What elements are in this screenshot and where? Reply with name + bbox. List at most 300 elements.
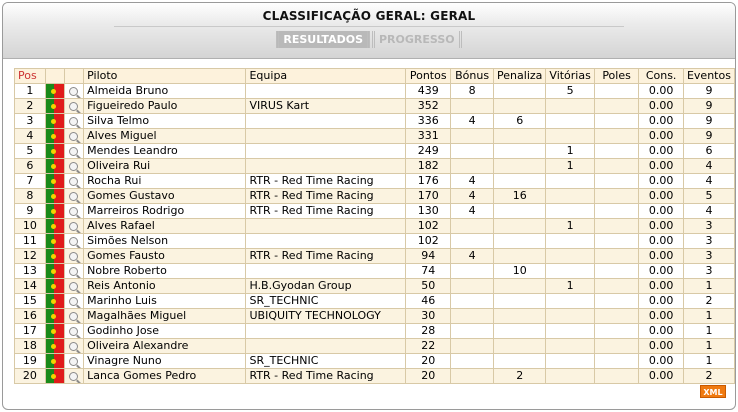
- cell-eventos: 1: [683, 279, 734, 294]
- col-vitorias[interactable]: Vitórias: [546, 69, 594, 84]
- cell-pontos: 176: [406, 174, 451, 189]
- cell-piloto: Nobre Roberto: [84, 264, 246, 279]
- cell-vitorias: [546, 204, 594, 219]
- cell-pontos: 46: [406, 294, 451, 309]
- cell-penalizacao: [494, 294, 546, 309]
- table-row[interactable]: [15, 294, 735, 309]
- col-flag: [45, 69, 64, 84]
- cell-pos: 9: [15, 204, 46, 219]
- cell-penalizacao: [494, 174, 546, 189]
- cell-vitorias: 1: [546, 159, 594, 174]
- magnifier-icon[interactable]: [69, 102, 78, 111]
- page-title: CLASSIFICAÇÃO GERAL: GERAL: [262, 9, 476, 23]
- portugal-flag-icon: [45, 354, 64, 369]
- cell-pos: 2: [15, 99, 46, 114]
- cell-cons: 0.00: [639, 144, 684, 159]
- cell-eventos: 1: [683, 324, 734, 339]
- magnifier-icon[interactable]: [64, 279, 83, 294]
- cell-bonus: 4: [451, 189, 494, 204]
- cell-piloto: Silva Telmo: [84, 114, 246, 129]
- cell-penalizacao: [494, 204, 546, 219]
- cell-pos: 13: [15, 264, 46, 279]
- cell-bonus: [451, 339, 494, 354]
- cell-eventos: 9: [683, 84, 734, 99]
- table-row[interactable]: [15, 249, 735, 264]
- cell-poles: [594, 339, 638, 354]
- magnifier-icon[interactable]: [69, 282, 78, 291]
- portugal-flag-icon: [46, 129, 64, 143]
- magnifier-icon[interactable]: [64, 129, 83, 144]
- portugal-flag-icon: [45, 249, 64, 264]
- portugal-flag-icon: [45, 129, 64, 144]
- table-row[interactable]: [15, 354, 735, 369]
- cell-cons: 0.00: [639, 84, 684, 99]
- portugal-flag-icon: [46, 309, 64, 323]
- cell-bonus: 4: [451, 204, 494, 219]
- cell-pontos: 20: [406, 354, 451, 369]
- cell-poles: [594, 324, 638, 339]
- col-pontos[interactable]: Pontos: [406, 69, 451, 84]
- cell-vitorias: [546, 234, 594, 249]
- standings-table: [14, 68, 735, 384]
- cell-eventos: 3: [683, 234, 734, 249]
- table-row[interactable]: [15, 189, 735, 204]
- cell-eventos: 9: [683, 99, 734, 114]
- cell-penalizacao: [494, 354, 546, 369]
- portugal-flag-icon: [45, 99, 64, 114]
- portugal-flag-icon: [46, 189, 64, 203]
- cell-eventos: 6: [683, 144, 734, 159]
- magnifier-icon[interactable]: [69, 297, 78, 306]
- cell-pontos: 439: [406, 84, 451, 99]
- cell-equipa: RTR - Red Time Racing: [246, 249, 406, 264]
- cell-piloto: Vinagre Nuno: [84, 354, 246, 369]
- table-row[interactable]: [15, 309, 735, 324]
- magnifier-icon[interactable]: [64, 339, 83, 354]
- cell-pontos: 94: [406, 249, 451, 264]
- tab-bar: [3, 31, 735, 48]
- cell-bonus: [451, 234, 494, 249]
- cell-cons: 0.00: [639, 174, 684, 189]
- cell-pontos: 102: [406, 219, 451, 234]
- cell-cons: 0.00: [639, 339, 684, 354]
- table-row[interactable]: [15, 279, 735, 294]
- cell-penalizacao: [494, 159, 546, 174]
- magnifier-icon[interactable]: [69, 252, 78, 261]
- standings-panel: [2, 2, 736, 410]
- magnifier-icon[interactable]: [69, 267, 78, 276]
- cell-vitorias: [546, 324, 594, 339]
- tab-resultados[interactable]: RESULTADOS: [276, 31, 370, 48]
- cell-equipa: [246, 129, 406, 144]
- table-row[interactable]: [15, 174, 735, 189]
- portugal-flag-icon: [46, 264, 64, 278]
- cell-equipa: [246, 144, 406, 159]
- magnifier-icon[interactable]: [69, 357, 78, 366]
- cell-bonus: [451, 294, 494, 309]
- cell-pos: 16: [15, 309, 46, 324]
- col-details: [64, 69, 83, 84]
- cell-pontos: 182: [406, 159, 451, 174]
- xml-export-button[interactable]: XML: [700, 385, 726, 398]
- cell-piloto: Alves Miguel: [84, 129, 246, 144]
- cell-bonus: [451, 369, 494, 384]
- cell-cons: 0.00: [639, 114, 684, 129]
- cell-vitorias: 1: [546, 144, 594, 159]
- magnifier-icon[interactable]: [69, 207, 78, 216]
- cell-bonus: [451, 324, 494, 339]
- portugal-flag-icon: [46, 114, 64, 128]
- magnifier-icon[interactable]: [64, 294, 83, 309]
- magnifier-icon[interactable]: [64, 219, 83, 234]
- standings-table-wrap: [14, 68, 735, 384]
- cell-bonus: [451, 129, 494, 144]
- cell-piloto: Gomes Fausto: [84, 249, 246, 264]
- cell-poles: [594, 294, 638, 309]
- cell-piloto: Mendes Leandro: [84, 144, 246, 159]
- magnifier-icon[interactable]: [69, 342, 78, 351]
- cell-penalizacao: [494, 144, 546, 159]
- cell-poles: [594, 369, 638, 384]
- cell-equipa: [246, 114, 406, 129]
- col-pos[interactable]: Pos: [15, 69, 46, 84]
- cell-pontos: 28: [406, 324, 451, 339]
- cell-poles: [594, 84, 638, 99]
- cell-pos: 7: [15, 174, 46, 189]
- cell-equipa: [246, 324, 406, 339]
- cell-bonus: [451, 144, 494, 159]
- cell-piloto: Oliveira Rui: [84, 159, 246, 174]
- cell-vitorias: [546, 264, 594, 279]
- table-row[interactable]: [15, 159, 735, 174]
- col-eventos[interactable]: Eventos: [683, 69, 734, 84]
- magnifier-icon[interactable]: [69, 87, 78, 96]
- cell-pos: 10: [15, 219, 46, 234]
- cell-pontos: 50: [406, 279, 451, 294]
- cell-penalizacao: [494, 339, 546, 354]
- cell-pontos: 331: [406, 129, 451, 144]
- cell-eventos: 4: [683, 174, 734, 189]
- cell-pos: 11: [15, 234, 46, 249]
- portugal-flag-icon: [46, 369, 64, 383]
- cell-vitorias: [546, 354, 594, 369]
- cell-equipa: RTR - Red Time Racing: [246, 174, 406, 189]
- portugal-flag-icon: [45, 144, 64, 159]
- portugal-flag-icon: [45, 279, 64, 294]
- cell-bonus: 4: [451, 174, 494, 189]
- magnifier-icon[interactable]: [69, 372, 78, 381]
- cell-pos: 17: [15, 324, 46, 339]
- cell-piloto: Rocha Rui: [84, 174, 246, 189]
- cell-equipa: SR_TECHNIC: [246, 354, 406, 369]
- cell-vitorias: 1: [546, 279, 594, 294]
- col-equipa[interactable]: Equipa: [246, 69, 406, 84]
- cell-bonus: [451, 99, 494, 114]
- cell-cons: 0.00: [639, 234, 684, 249]
- cell-penalizacao: [494, 129, 546, 144]
- cell-vitorias: 5: [546, 84, 594, 99]
- cell-bonus: [451, 279, 494, 294]
- magnifier-icon[interactable]: [64, 324, 83, 339]
- magnifier-icon[interactable]: [64, 84, 83, 99]
- portugal-flag-icon: [45, 234, 64, 249]
- magnifier-icon[interactable]: [64, 354, 83, 369]
- cell-pos: 18: [15, 339, 46, 354]
- table-row[interactable]: [15, 234, 735, 249]
- portugal-flag-icon: [45, 189, 64, 204]
- table-row[interactable]: [15, 204, 735, 219]
- portugal-flag-icon: [45, 294, 64, 309]
- cell-pos: 15: [15, 294, 46, 309]
- table-row[interactable]: [15, 339, 735, 354]
- portugal-flag-icon: [45, 264, 64, 279]
- cell-vitorias: [546, 309, 594, 324]
- cell-eventos: 3: [683, 264, 734, 279]
- magnifier-icon[interactable]: [64, 369, 83, 384]
- cell-piloto: Lanca Gomes Pedro: [84, 369, 246, 384]
- cell-cons: 0.00: [639, 309, 684, 324]
- magnifier-icon[interactable]: [69, 162, 78, 171]
- portugal-flag-icon: [46, 84, 64, 98]
- cell-equipa: [246, 234, 406, 249]
- cell-piloto: Alves Rafael: [84, 219, 246, 234]
- magnifier-icon[interactable]: [69, 147, 78, 156]
- cell-cons: 0.00: [639, 369, 684, 384]
- cell-eventos: 1: [683, 309, 734, 324]
- cell-equipa: RTR - Red Time Racing: [246, 189, 406, 204]
- cell-piloto: Marreiros Rodrigo: [84, 204, 246, 219]
- cell-piloto: Marinho Luis: [84, 294, 246, 309]
- portugal-flag-icon: [46, 279, 64, 293]
- cell-eventos: 9: [683, 114, 734, 129]
- standings-body: [15, 84, 735, 384]
- cell-penalizacao: 16: [494, 189, 546, 204]
- cell-equipa: [246, 84, 406, 99]
- portugal-flag-icon: [46, 294, 64, 308]
- portugal-flag-icon: [46, 219, 64, 233]
- magnifier-icon[interactable]: [64, 189, 83, 204]
- cell-eventos: 2: [683, 369, 734, 384]
- cell-pos: 19: [15, 354, 46, 369]
- cell-eventos: 4: [683, 159, 734, 174]
- cell-cons: 0.00: [639, 294, 684, 309]
- cell-bonus: 8: [451, 84, 494, 99]
- magnifier-icon[interactable]: [64, 309, 83, 324]
- cell-bonus: 4: [451, 114, 494, 129]
- cell-bonus: [451, 309, 494, 324]
- cell-pontos: 22: [406, 339, 451, 354]
- magnifier-icon[interactable]: [69, 192, 78, 201]
- tab-progresso[interactable]: PROGRESSO: [372, 31, 462, 48]
- cell-vitorias: [546, 99, 594, 114]
- cell-pontos: 352: [406, 99, 451, 114]
- cell-piloto: Reis Antonio: [84, 279, 246, 294]
- portugal-flag-icon: [45, 114, 64, 129]
- cell-pontos: 20: [406, 369, 451, 384]
- cell-cons: 0.00: [639, 189, 684, 204]
- portugal-flag-icon: [45, 219, 64, 234]
- cell-poles: [594, 129, 638, 144]
- cell-pontos: 249: [406, 144, 451, 159]
- cell-equipa: [246, 264, 406, 279]
- cell-poles: [594, 354, 638, 369]
- cell-eventos: 2: [683, 294, 734, 309]
- magnifier-icon[interactable]: [69, 312, 78, 321]
- magnifier-icon[interactable]: [64, 99, 83, 114]
- cell-cons: 0.00: [639, 354, 684, 369]
- magnifier-icon[interactable]: [64, 144, 83, 159]
- portugal-flag-icon: [46, 99, 64, 113]
- portugal-flag-icon: [46, 144, 64, 158]
- cell-piloto: Almeida Bruno: [84, 84, 246, 99]
- cell-vitorias: [546, 189, 594, 204]
- cell-penalizacao: 10: [494, 264, 546, 279]
- cell-pos: 5: [15, 144, 46, 159]
- cell-penalizacao: 2: [494, 369, 546, 384]
- cell-poles: [594, 249, 638, 264]
- cell-penalizacao: 6: [494, 114, 546, 129]
- portugal-flag-icon: [46, 324, 64, 338]
- magnifier-icon[interactable]: [69, 117, 78, 126]
- cell-cons: 0.00: [639, 324, 684, 339]
- cell-vitorias: [546, 369, 594, 384]
- col-penalizacao[interactable]: Penaliza: [494, 69, 546, 84]
- col-piloto[interactable]: Piloto: [84, 69, 246, 84]
- portugal-flag-icon: [45, 324, 64, 339]
- cell-pos: 14: [15, 279, 46, 294]
- col-poles[interactable]: Poles: [594, 69, 638, 84]
- cell-poles: [594, 144, 638, 159]
- portugal-flag-icon: [45, 339, 64, 354]
- portugal-flag-icon: [45, 174, 64, 189]
- table-row[interactable]: [15, 219, 735, 234]
- cell-cons: 0.00: [639, 159, 684, 174]
- cell-poles: [594, 159, 638, 174]
- cell-vitorias: 1: [546, 219, 594, 234]
- portugal-flag-icon: [46, 354, 64, 368]
- magnifier-icon[interactable]: [64, 264, 83, 279]
- cell-poles: [594, 279, 638, 294]
- cell-piloto: Gomes Gustavo: [84, 189, 246, 204]
- portugal-flag-icon: [46, 249, 64, 263]
- cell-eventos: 3: [683, 249, 734, 264]
- cell-penalizacao: [494, 99, 546, 114]
- cell-bonus: [451, 264, 494, 279]
- magnifier-icon[interactable]: [69, 222, 78, 231]
- cell-pos: 1: [15, 84, 46, 99]
- portugal-flag-icon: [46, 159, 64, 173]
- magnifier-icon[interactable]: [69, 237, 78, 246]
- magnifier-icon[interactable]: [64, 174, 83, 189]
- table-row[interactable]: [15, 84, 735, 99]
- cell-poles: [594, 174, 638, 189]
- portugal-flag-icon: [45, 369, 64, 384]
- cell-penalizacao: [494, 234, 546, 249]
- cell-pos: 8: [15, 189, 46, 204]
- magnifier-icon[interactable]: [64, 249, 83, 264]
- cell-cons: 0.00: [639, 204, 684, 219]
- cell-cons: 0.00: [639, 219, 684, 234]
- cell-pos: 3: [15, 114, 46, 129]
- magnifier-icon[interactable]: [64, 114, 83, 129]
- col-bonus[interactable]: Bónus: [451, 69, 494, 84]
- cell-bonus: [451, 219, 494, 234]
- cell-pos: 6: [15, 159, 46, 174]
- magnifier-icon[interactable]: [69, 132, 78, 141]
- cell-pontos: 30: [406, 309, 451, 324]
- cell-vitorias: [546, 174, 594, 189]
- cell-equipa: [246, 159, 406, 174]
- cell-poles: [594, 99, 638, 114]
- cell-cons: 0.00: [639, 264, 684, 279]
- magnifier-icon[interactable]: [69, 177, 78, 186]
- portugal-flag-icon: [45, 309, 64, 324]
- cell-eventos: 9: [683, 129, 734, 144]
- cell-equipa: VIRUS Kart: [246, 99, 406, 114]
- table-row[interactable]: [15, 324, 735, 339]
- cell-eventos: 4: [683, 204, 734, 219]
- table-header-row: [15, 69, 735, 84]
- cell-penalizacao: [494, 84, 546, 99]
- portugal-flag-icon: [46, 339, 64, 353]
- magnifier-icon[interactable]: [64, 234, 83, 249]
- cell-penalizacao: [494, 279, 546, 294]
- cell-eventos: 1: [683, 339, 734, 354]
- cell-poles: [594, 234, 638, 249]
- table-row[interactable]: [15, 114, 735, 129]
- table-row[interactable]: [15, 264, 735, 279]
- cell-equipa: [246, 339, 406, 354]
- table-row[interactable]: [15, 369, 735, 384]
- cell-pontos: 130: [406, 204, 451, 219]
- cell-equipa: RTR - Red Time Racing: [246, 369, 406, 384]
- cell-pontos: 74: [406, 264, 451, 279]
- table-row[interactable]: [15, 129, 735, 144]
- cell-cons: 0.00: [639, 279, 684, 294]
- cell-bonus: 4: [451, 249, 494, 264]
- cell-bonus: [451, 159, 494, 174]
- cell-poles: [594, 309, 638, 324]
- cell-poles: [594, 219, 638, 234]
- magnifier-icon[interactable]: [64, 204, 83, 219]
- cell-piloto: Simões Nelson: [84, 234, 246, 249]
- cell-pos: 12: [15, 249, 46, 264]
- table-row[interactable]: [15, 99, 735, 114]
- cell-equipa: [246, 219, 406, 234]
- cell-eventos: 3: [683, 219, 734, 234]
- cell-penalizacao: [494, 219, 546, 234]
- portugal-flag-icon: [45, 84, 64, 99]
- cell-penalizacao: [494, 324, 546, 339]
- magnifier-icon[interactable]: [69, 327, 78, 336]
- cell-cons: 0.00: [639, 249, 684, 264]
- cell-vitorias: [546, 294, 594, 309]
- portugal-flag-icon: [46, 204, 64, 218]
- cell-equipa: UBIQUITY TECHNOLOGY: [246, 309, 406, 324]
- cell-poles: [594, 189, 638, 204]
- cell-vitorias: [546, 129, 594, 144]
- cell-cons: 0.00: [639, 99, 684, 114]
- col-cons[interactable]: Cons.: [639, 69, 684, 84]
- table-row[interactable]: [15, 144, 735, 159]
- cell-equipa: RTR - Red Time Racing: [246, 204, 406, 219]
- cell-pos: 20: [15, 369, 46, 384]
- cell-vitorias: [546, 114, 594, 129]
- panel-header: [3, 3, 735, 59]
- magnifier-icon[interactable]: [64, 159, 83, 174]
- cell-vitorias: [546, 249, 594, 264]
- cell-penalizacao: [494, 309, 546, 324]
